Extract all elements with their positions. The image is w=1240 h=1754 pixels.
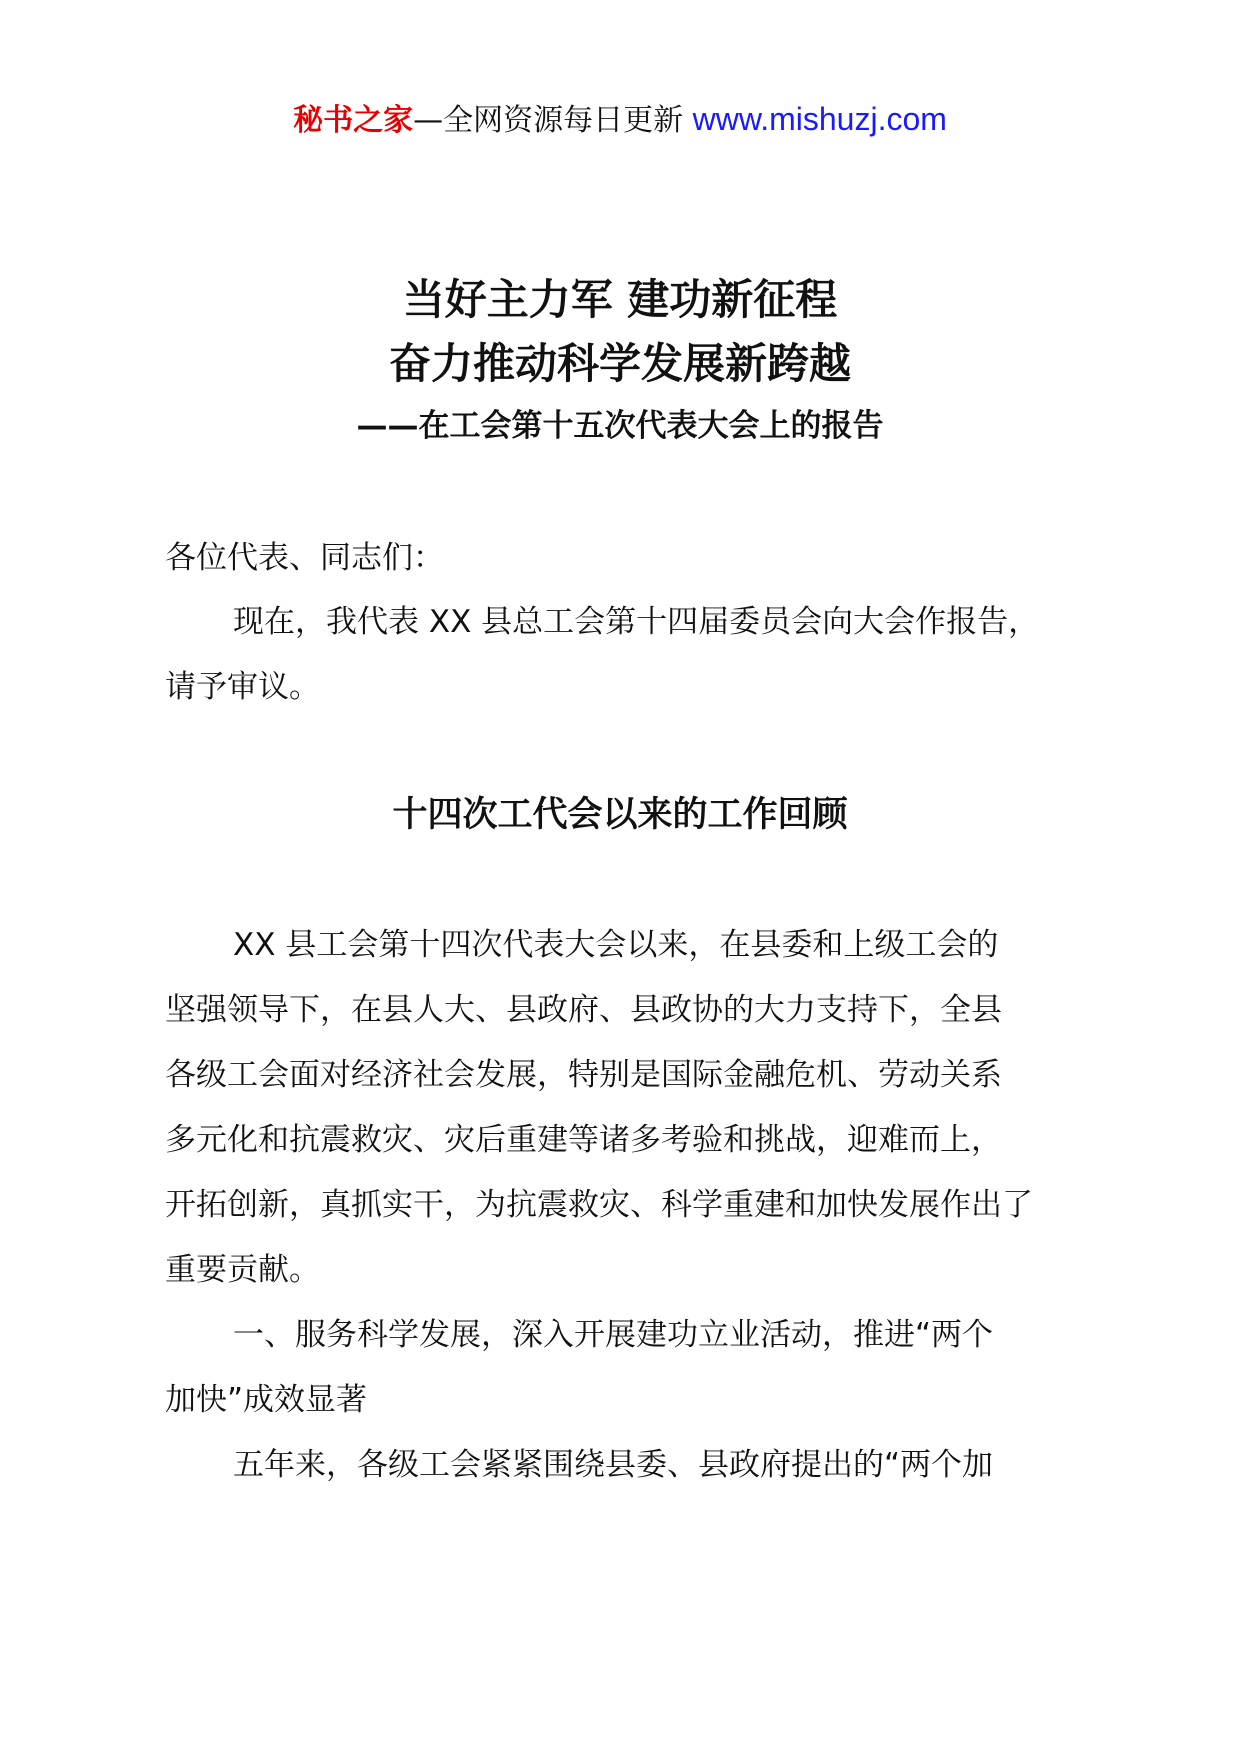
review-line-3: 各级工会面对经济社会发展，特别是国际金融危机、劳动关系	[165, 1057, 1002, 1093]
document-title-line-1: 当好主力军 建功新征程	[402, 275, 838, 324]
point-one-line-1: 一、服务科学发展，深入开展建功立业活动，推进“两个	[233, 1317, 994, 1353]
review-line-2: 坚强领导下，在县人大、县政府、县政协的大力支持下，全县	[165, 992, 1002, 1028]
review-line-4: 多元化和抗震救灾、灾后重建等诸多考验和挑战，迎难而上，	[165, 1122, 1002, 1158]
review-line-6: 重要贡献。	[165, 1252, 320, 1288]
intro-paragraph	[165, 600, 1085, 730]
document-subtitle: ——在工会第十五次代表大会上的报告	[356, 408, 884, 444]
review-line-5: 开拓创新，真抓实干，为抗震救灾、科学重建和加快发展作出了	[165, 1187, 1033, 1223]
point-one-heading	[165, 1313, 1085, 1443]
next-paragraph	[165, 1443, 1085, 1508]
salutation: 各位代表、同志们：	[165, 540, 444, 576]
intro-line-1: 现在，我代表 XX 县总工会第十四届委员会向大会作报告，	[233, 604, 1040, 640]
site-header	[0, 98, 1240, 142]
site-url[interactable]: www.mishuzj.com	[692, 101, 947, 137]
point-one-line-2: 加快”成效显著	[165, 1382, 368, 1418]
site-brand: 秘书之家	[293, 103, 414, 138]
review-line-1: XX 县工会第十四次代表大会以来，在县委和上级工会的	[233, 927, 999, 963]
review-paragraph	[165, 923, 1085, 1313]
section-heading: 十四次工代会以来的工作回顾	[392, 795, 848, 835]
site-tagline: —全网资源每日更新	[413, 103, 693, 138]
intro-line-2: 请予审议。	[165, 669, 320, 705]
document-title-line-2: 奋力推动科学发展新跨越	[388, 339, 851, 388]
next-paragraph-line-1: 五年来，各级工会紧紧围绕县委、县政府提出的“两个加	[233, 1447, 994, 1483]
